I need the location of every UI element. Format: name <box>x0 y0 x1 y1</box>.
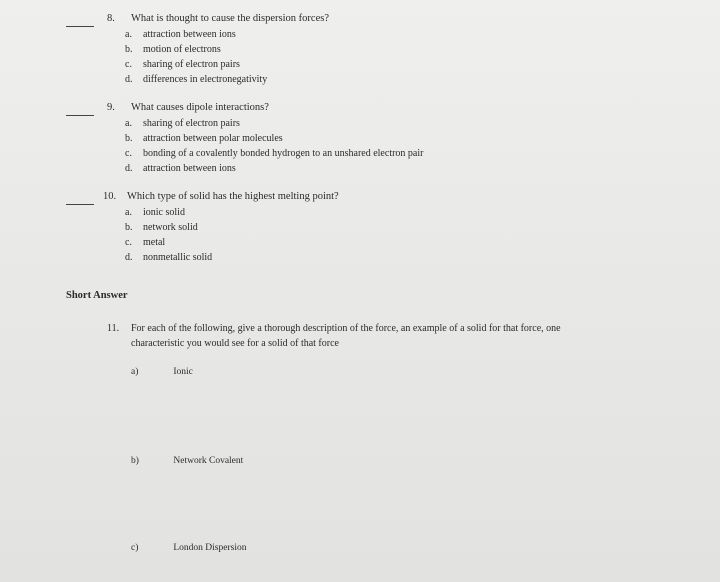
choice-text: network solid <box>143 221 198 233</box>
choice-letter: d. <box>125 163 133 175</box>
choice-item <box>125 42 329 57</box>
choice-text: sharing of electron pairs <box>143 117 240 129</box>
choice-text: ionic solid <box>143 206 185 218</box>
choice-item <box>125 220 339 235</box>
choice-letter: d. <box>125 252 133 264</box>
question-10 <box>103 189 339 266</box>
choice-item <box>125 250 339 265</box>
choice-letter: d. <box>125 74 133 86</box>
choice-item <box>125 116 423 131</box>
part-letter: c) <box>131 543 139 553</box>
choice-item <box>125 161 423 176</box>
choice-text: nonmetallic solid <box>143 252 213 264</box>
choice-text: differences in electronegativity <box>143 74 268 86</box>
choice-letter: b. <box>125 43 133 55</box>
part-text: London Dispersion <box>173 543 247 553</box>
choice-list <box>125 205 339 266</box>
question-text-line-1: For each of the following, give a thorough description of the force, an example of a solid for that force, one <box>131 323 561 334</box>
question-text-line-2: characteristic you would see for a solid of that force <box>131 338 339 349</box>
short-answer-part-a <box>131 367 193 377</box>
choice-letter: c. <box>125 59 132 71</box>
question-number: 11. <box>107 323 120 334</box>
question-text: Which type of solid has the highest melting point? <box>127 191 339 202</box>
choice-item <box>125 57 329 72</box>
question-number: 10. <box>103 191 117 202</box>
choice-text: metal <box>143 237 166 249</box>
part-letter: a) <box>131 367 139 377</box>
choice-letter: c. <box>125 148 132 160</box>
question-8 <box>107 11 329 88</box>
short-answer-part-c <box>131 543 246 553</box>
choice-item <box>125 27 329 42</box>
choice-text: attraction between ions <box>143 163 236 175</box>
answer-blank-9[interactable] <box>66 115 94 116</box>
question-9 <box>107 100 423 177</box>
choice-list <box>125 116 423 177</box>
choice-text: motion of electrons <box>143 43 221 55</box>
choice-letter: c. <box>125 237 132 249</box>
answer-blank-10[interactable] <box>66 204 94 205</box>
choice-item <box>125 146 423 161</box>
choice-letter: a. <box>125 28 132 40</box>
answer-blank-8[interactable] <box>66 26 94 27</box>
short-answer-part-b <box>131 456 243 466</box>
question-number: 8. <box>107 13 115 24</box>
choice-letter: a. <box>125 206 132 218</box>
part-letter: b) <box>131 456 139 466</box>
choice-text: attraction between polar molecules <box>143 132 283 144</box>
choice-item <box>125 131 423 146</box>
choice-text: sharing of electron pairs <box>143 59 240 71</box>
question-11 <box>107 321 561 351</box>
part-text: Ionic <box>173 367 193 377</box>
question-text: What causes dipole interactions? <box>131 102 269 113</box>
question-number: 9. <box>107 102 115 113</box>
part-text: Network Covalent <box>173 456 244 466</box>
choice-text: attraction between ions <box>143 28 236 40</box>
choice-letter: a. <box>125 117 132 129</box>
choice-list <box>125 27 329 88</box>
section-title-short-answer: Short Answer <box>66 290 128 301</box>
choice-item <box>125 235 339 250</box>
choice-text: bonding of a covalently bonded hydrogen to an unshared electron pair <box>143 148 424 160</box>
question-text: What is thought to cause the dispersion forces? <box>131 13 329 24</box>
choice-letter: b. <box>125 221 133 233</box>
choice-letter: b. <box>125 132 133 144</box>
choice-item <box>125 205 339 220</box>
choice-item <box>125 72 329 87</box>
